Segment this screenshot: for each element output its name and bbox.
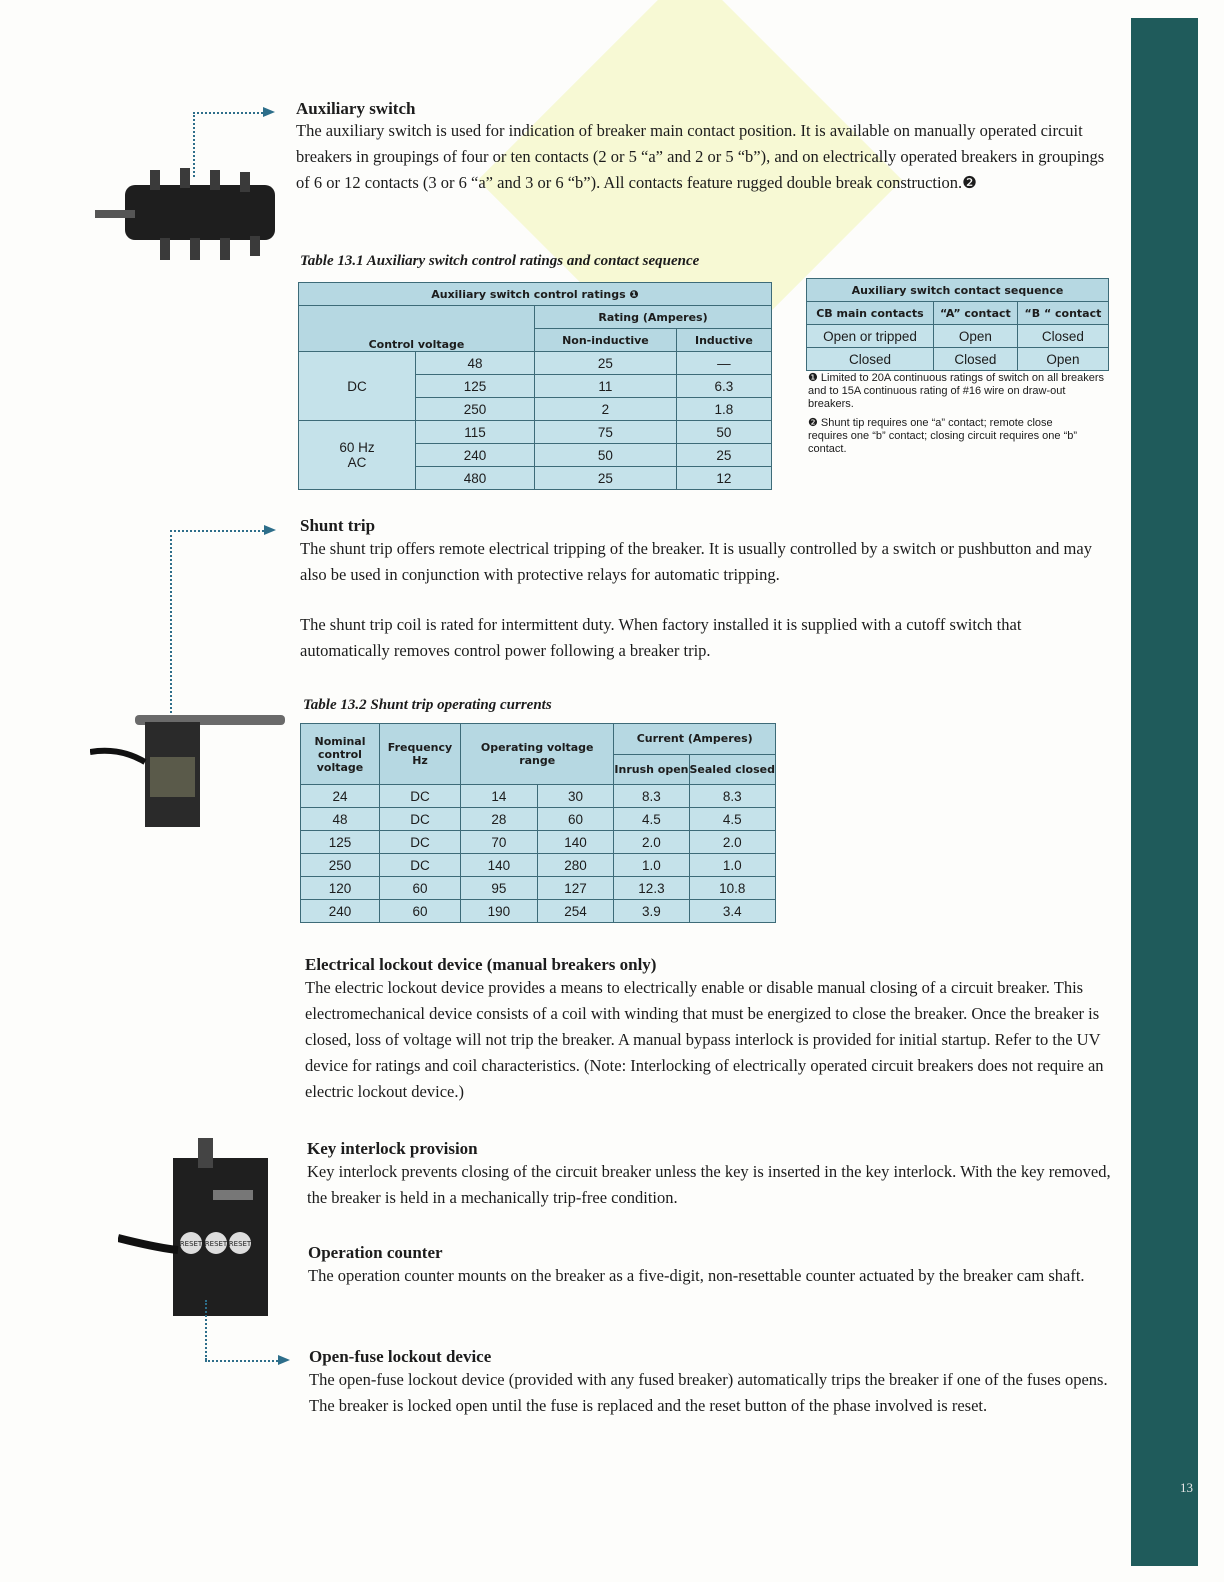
shunt-body-1: The shunt trip offers remote electrical tripping of the breaker. It is usually controlled by a switch or pushbutton and may also be used in conjunction with protective relays for automatic tripping. bbox=[300, 539, 1092, 584]
cell: 4.5 bbox=[689, 808, 776, 831]
cell: 12 bbox=[676, 467, 771, 490]
arrow-icon bbox=[278, 1355, 290, 1365]
cell: 140 bbox=[461, 854, 538, 877]
cell: 14 bbox=[461, 785, 538, 808]
table-row bbox=[807, 325, 1109, 348]
cell: 60 bbox=[537, 808, 614, 831]
cell: Open or tripped bbox=[807, 325, 934, 348]
col-current: Current (Amperes) bbox=[614, 724, 776, 755]
cell: 125 bbox=[301, 831, 380, 854]
footnote-2: ❷ Shunt tip requires one “a” contact; remote close requires one “b” contact; closing circuit requires one “b” contact. bbox=[808, 417, 1078, 455]
cell: 2.0 bbox=[614, 831, 689, 854]
openfuse-body: The open-fuse lockout device (provided with any fused breaker) automatically trips the breaker if one of the fuses opens. The breaker is locked open until the fuse is replaced and the reset button of the phase involved is reset. bbox=[309, 1370, 1108, 1415]
cell: 240 bbox=[416, 444, 535, 467]
auxiliary-body: The auxiliary switch is used for indication of breaker main contact position. It is available on manually operated circuit breakers in groupings of four or ten contacts (2 or 5 “a” and 2 or 5 “b”), and on electrically operated breakers in groupings of 6 or 12 contacts (3 or 6 “a” and 3 or 6 “b”). All contacts feature rugged double break construction.❷ bbox=[296, 121, 1105, 192]
arrow-icon bbox=[264, 525, 276, 535]
cell: Closed bbox=[1017, 325, 1108, 348]
col-frequency: Frequency Hz bbox=[380, 724, 461, 785]
leader-line bbox=[193, 112, 195, 177]
cell: — bbox=[676, 352, 771, 375]
shunt-body-2: The shunt trip coil is rated for intermittent duty. When factory installed it is supplied with a cutoff switch that automatically removes control power following a breaker trip. bbox=[300, 615, 1022, 660]
ac-label-line1: 60 Hz bbox=[339, 440, 375, 455]
cell: 12.3 bbox=[614, 877, 689, 900]
cell: 140 bbox=[537, 831, 614, 854]
cell: 95 bbox=[461, 877, 538, 900]
shunt-trip-photo bbox=[90, 712, 300, 837]
ratings-title: Auxiliary switch control ratings ❶ bbox=[299, 283, 772, 306]
cell: DC bbox=[380, 831, 461, 854]
cell: Closed bbox=[807, 348, 934, 371]
cell: 60 bbox=[380, 900, 461, 923]
reset-label: RESET bbox=[179, 1240, 203, 1248]
cell: DC bbox=[380, 808, 461, 831]
contact-sequence-table bbox=[806, 278, 1109, 371]
table-row bbox=[299, 352, 772, 375]
counter-body: The operation counter mounts on the breaker as a five-digit, non-resettable counter actuated by the breaker cam shaft. bbox=[308, 1266, 1085, 1285]
cell: 60 bbox=[380, 877, 461, 900]
col-b-contact: “B “ contact bbox=[1017, 302, 1108, 325]
cell: Open bbox=[1017, 348, 1108, 371]
sequence-title: Auxiliary switch contact sequence bbox=[807, 279, 1109, 302]
col-a-contact: “A” contact bbox=[933, 302, 1017, 325]
col-operating-range: Operating voltage range bbox=[461, 724, 614, 785]
cell: 48 bbox=[416, 352, 535, 375]
cell: 1.0 bbox=[614, 854, 689, 877]
cell: 1.0 bbox=[689, 854, 776, 877]
cell: 48 bbox=[301, 808, 380, 831]
cell: 25 bbox=[676, 444, 771, 467]
reset-label: RESET bbox=[204, 1240, 228, 1248]
teal-sidebar bbox=[1131, 18, 1198, 1566]
table-row bbox=[807, 348, 1109, 371]
cell: 3.9 bbox=[614, 900, 689, 923]
dc-label: DC bbox=[299, 352, 416, 421]
shunt-trip-table bbox=[300, 723, 776, 923]
cell: 254 bbox=[537, 900, 614, 923]
cell: 240 bbox=[301, 900, 380, 923]
cell: 10.8 bbox=[689, 877, 776, 900]
table1-caption: Table 13.1 Auxiliary switch control ratings and contact sequence bbox=[300, 253, 700, 269]
cell: 115 bbox=[416, 421, 535, 444]
table-row bbox=[301, 854, 776, 877]
lockout-title: Electrical lockout device (manual breakers only) bbox=[305, 955, 657, 974]
cell: 25 bbox=[535, 352, 677, 375]
counter-title: Operation counter bbox=[308, 1243, 443, 1262]
leader-line bbox=[170, 530, 172, 725]
cell: 120 bbox=[301, 877, 380, 900]
cell: 1.8 bbox=[676, 398, 771, 421]
cell: Closed bbox=[933, 348, 1017, 371]
leader-line bbox=[170, 530, 264, 532]
cell: 127 bbox=[537, 877, 614, 900]
col-inrush: Inrush open bbox=[614, 754, 689, 785]
cell: 8.3 bbox=[614, 785, 689, 808]
col-cb-main: CB main contacts bbox=[807, 302, 934, 325]
ac-label-line2: AC bbox=[347, 455, 367, 470]
cell: 24 bbox=[301, 785, 380, 808]
cell: Open bbox=[933, 325, 1017, 348]
cell: 30 bbox=[537, 785, 614, 808]
cell: 250 bbox=[301, 854, 380, 877]
cell: 28 bbox=[461, 808, 538, 831]
table-row bbox=[299, 421, 772, 444]
leader-line bbox=[193, 112, 263, 114]
auxiliary-switch-photo bbox=[95, 160, 295, 280]
cell: 2.0 bbox=[689, 831, 776, 854]
cell: 25 bbox=[535, 467, 677, 490]
table-row bbox=[301, 831, 776, 854]
col-sealed: Sealed closed bbox=[689, 754, 776, 785]
cell: 125 bbox=[416, 375, 535, 398]
col-noninductive: Non-inductive bbox=[535, 329, 677, 352]
reset-label: RESET bbox=[228, 1240, 252, 1248]
table2-caption: Table 13.2 Shunt trip operating currents bbox=[303, 697, 552, 713]
cell: 11 bbox=[535, 375, 677, 398]
cell: 6.3 bbox=[676, 375, 771, 398]
leader-line bbox=[205, 1360, 278, 1362]
col-nominal-voltage: Nominal control voltage bbox=[301, 724, 380, 785]
cell: 3.4 bbox=[689, 900, 776, 923]
cell: 480 bbox=[416, 467, 535, 490]
cell: 4.5 bbox=[614, 808, 689, 831]
open-fuse-lockout-photo bbox=[118, 1138, 268, 1318]
lockout-body: The electric lockout device provides a means to electrically enable or disable manual closing of a circuit breaker. This electromechanical device consists of a coil with winding that must be energized to close the breaker. Once the breaker is closed, loss of voltage will not trip the breaker. A manual bypass interlock is provided for initial startup. Refer to the UV device for ratings and coil characteristics. (Note: Interlocking of electrically operated circuit breakers does not require an electric lockout device.) bbox=[305, 978, 1104, 1101]
arrow-icon bbox=[263, 107, 275, 117]
table-row bbox=[301, 785, 776, 808]
rating-amperes-header: Rating (Amperes) bbox=[535, 306, 772, 329]
cell: 280 bbox=[537, 854, 614, 877]
key-title: Key interlock provision bbox=[307, 1139, 478, 1158]
cell: 250 bbox=[416, 398, 535, 421]
openfuse-title: Open-fuse lockout device bbox=[309, 1347, 492, 1366]
table-row bbox=[301, 900, 776, 923]
cell: 75 bbox=[535, 421, 677, 444]
ac-label bbox=[299, 421, 416, 490]
shunt-title: Shunt trip bbox=[300, 516, 376, 535]
leader-line bbox=[205, 1300, 207, 1360]
table-row bbox=[301, 877, 776, 900]
cell: 2 bbox=[535, 398, 677, 421]
cell: 50 bbox=[535, 444, 677, 467]
cell: 8.3 bbox=[689, 785, 776, 808]
table-row bbox=[301, 808, 776, 831]
footnote-1: ❶ Limited to 20A continuous ratings of switch on all breakers and to 15A continuous rating of #16 wire on draw-out breakers. bbox=[808, 372, 1105, 410]
cell: 50 bbox=[676, 421, 771, 444]
key-body: Key interlock prevents closing of the circuit breaker unless the key is inserted in the key interlock. With the key removed, the breaker is held in a mechanically trip-free condition. bbox=[307, 1162, 1111, 1207]
col-inductive: Inductive bbox=[676, 329, 771, 352]
page-number: 13 bbox=[1180, 1480, 1193, 1495]
col-control-voltage: Control voltage bbox=[299, 306, 535, 352]
cell: DC bbox=[380, 785, 461, 808]
cell: 190 bbox=[461, 900, 538, 923]
auxiliary-title: Auxiliary switch bbox=[296, 99, 416, 118]
cell: DC bbox=[380, 854, 461, 877]
cell: 70 bbox=[461, 831, 538, 854]
control-ratings-table bbox=[298, 282, 772, 490]
